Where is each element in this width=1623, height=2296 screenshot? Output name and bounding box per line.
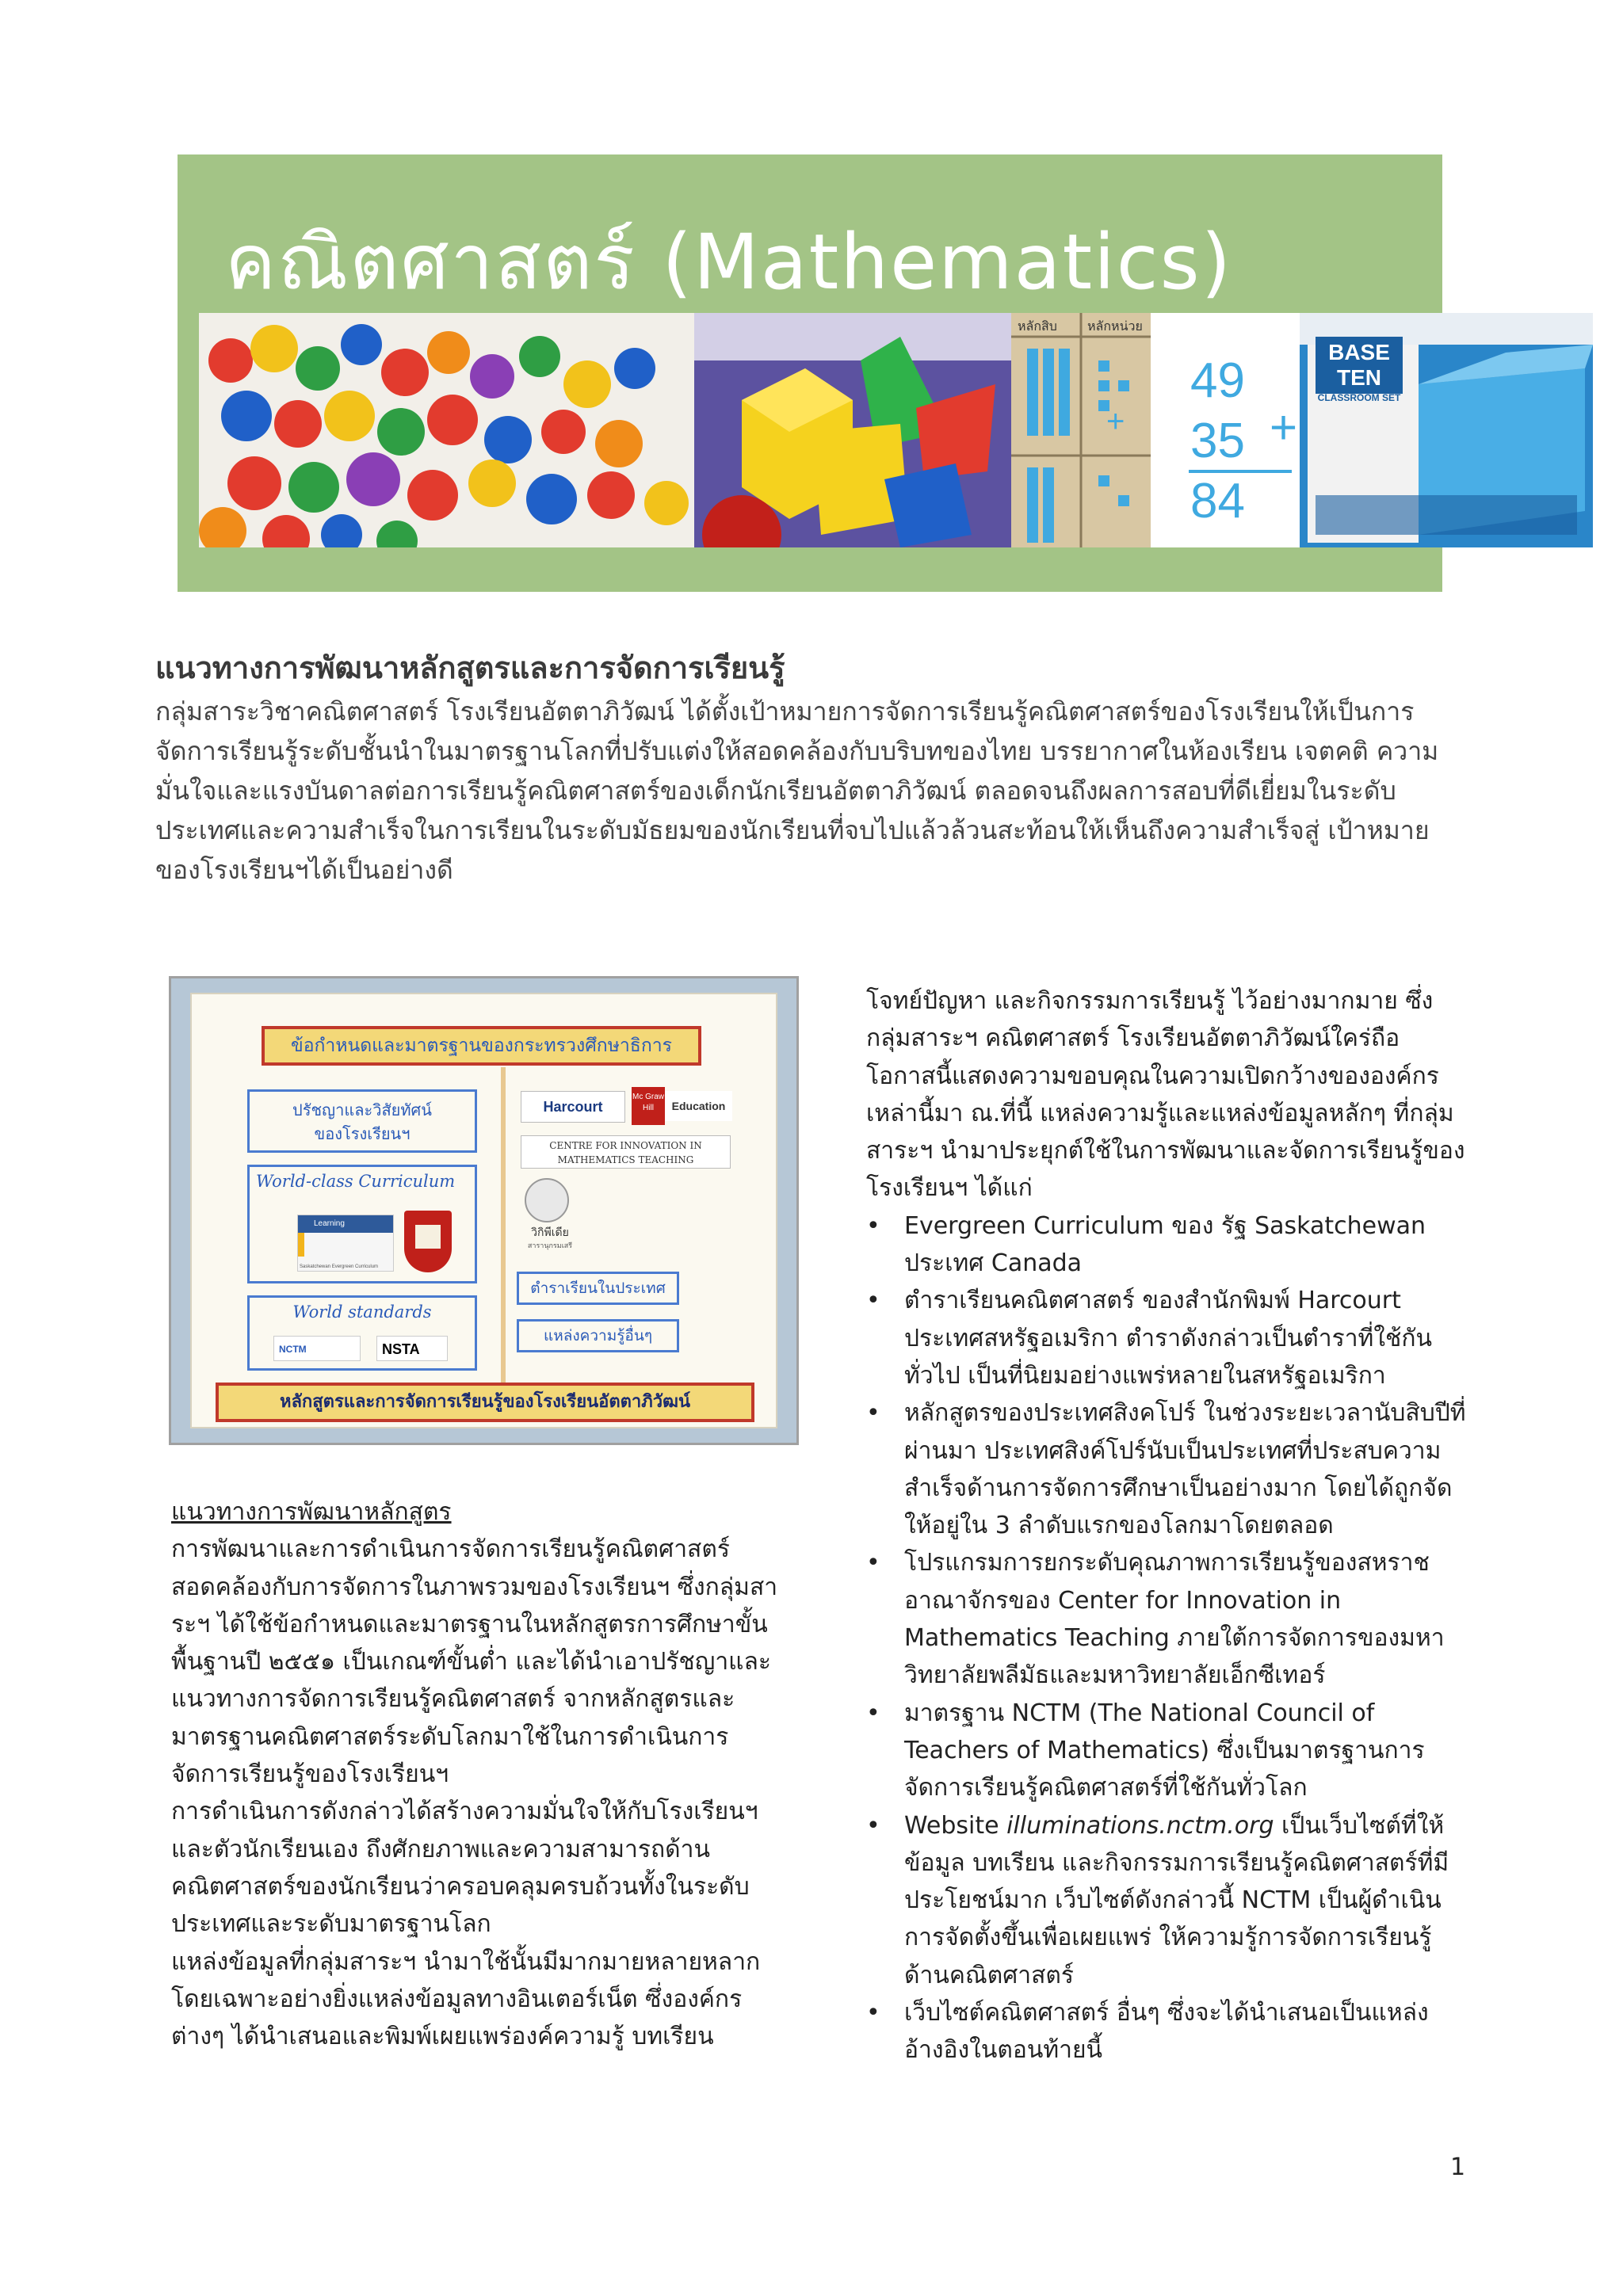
wikipedia-label: วิกิพีเดีย: [531, 1226, 569, 1239]
website-link[interactable]: illuminations.nctm.org: [1006, 1811, 1274, 1840]
ones-label: หลักหน่วย: [1087, 318, 1143, 334]
thumb-strip: [298, 1233, 304, 1257]
domestic-textbooks-box: ตำราเรียนในประเทศ: [517, 1272, 679, 1305]
evergreen-thumbnail: [297, 1215, 394, 1272]
list-item: • ตำราเรียนคณิตศาสตร์ ของสำนักพิมพ์ Harcourt ประเทศสหรัฐอเมริกา ตำราดังกล่าวเป็นตำราที่ใช้กันทั่วไป เป็นที่นิยมอย่างแพร่หลายในสหรัฐอเมริกา: [866, 1282, 1468, 1394]
box-subtitle: CLASSROOM SET: [1317, 392, 1401, 403]
list-item: [866, 1807, 1468, 1994]
addition-numbers-photo: [1151, 313, 1300, 547]
saskatchewan-label: Saskatchewan Evergreen Curriculum: [300, 1264, 379, 1269]
world-standards-label: World standards: [292, 1302, 432, 1322]
addend-1: 49: [1190, 353, 1245, 408]
harcourt-logo: Harcourt: [521, 1091, 625, 1123]
crest-building: [415, 1225, 441, 1249]
website-prefix: Website: [904, 1811, 1007, 1840]
curriculum-diagram: [169, 976, 799, 1445]
website-description: เป็นเว็บไซต์ที่ให้ข้อมูล บทเรียน และกิจกรรมการเรียนรู้คณิตศาสตร์ที่มีประโยชน์มาก เว็บไซต์ดังกล่าวนี้ NCTM เป็นผู้ดำเนินการจัดตั้งขึ้นเพื่อเผยแพร่ ให้ความรู้การจัดการเรียนรู้ด้านคณิตศาสตร์: [904, 1811, 1449, 1989]
svg-text:+: +: [1106, 404, 1125, 439]
tens-label: หลักสิบ: [1018, 318, 1057, 334]
sum: 84: [1190, 474, 1245, 528]
list-item: • เว็บไซต์คณิตศาสตร์ อื่นๆ ซึ่งจะได้นำเสนอเป็นแหล่งอ้างอิงในตอนท้ายนี้: [866, 1994, 1468, 2069]
right-intro-paragraph: โจทย์ปัญหา และกิจกรรมการเรียนรู้ ไว้อย่างมากมาย ซึ่งกลุ่มสาระฯ คณิตศาสตร์ โรงเรียนอัตตาภิวัฒน์ใคร่ถือโอกาสนี้แสดงความขอบคุณในความเปิดกว้างขององค์กรเหล่านี้มา ณ.ที่นี้ แหล่งความรู้และแหล่งข้อมูลหลักๆ ที่กลุ่มสาระฯ นำมาประยุกต์ใช้ในการพัฒนาและจัดการเรียนรู้ของโรงเรียนฯ ได้แก่: [866, 987, 1465, 1203]
education-label: Education: [665, 1091, 732, 1121]
base-ten-classroom-set-photo: [1300, 313, 1593, 547]
base-ten-blocks-photo: [1011, 313, 1151, 547]
world-standards-box: [247, 1295, 477, 1371]
world-class-label: World-class Curriculum: [256, 1172, 456, 1191]
school-curriculum-box: หลักสูตรและการจัดการเรียนรู้ของโรงเรียนอัตตาภิวัฒน์: [216, 1383, 754, 1422]
intro-paragraph: กลุ่มสาระวิชาคณิตศาสตร์ โรงเรียนอัตตาภิวัฒน์ ได้ตั้งเป้าหมายการจัดการเรียนรู้คณิตศาสตร์ของโรงเรียนให้เป็นการจัดการเรียนรู้ระดับชั้นนำในมาตรฐานโลกที่ปรับแต่งให้สอดคล้องกับบริบทของไทย บรรยากาศในห้องเรียน เจตคติ ความมั่นใจและแรงบันดาลต่อการเรียนรู้คณิตศาสตร์ของเด็กนักเรียนอัตตาภิวัฒน์ ตลอดจนถึงผลการสอบที่ดีเยี่ยมในระดับประเทศและความสำเร็จในการเรียนในระดับมัธยมของนักเรียนที่จบไปแล้วล้วนสะท้อนให้เห็นถึงความสำเร็จสู่ เป้าหมายของโรงเรียนฯได้เป็นอย่างดี: [155, 696, 1439, 885]
list-item: • โปรแกรมการยกระดับคุณภาพการเรียนรู้ของสหราชอาณาจักรของ Center for Innovation in Mathematics Teaching ภายใต้การจัดการของมหาวิทยาลัยพลีมัธและมหาวิทยาลัยเอ็กซีเทอร์: [866, 1544, 1468, 1694]
plus-sign: +: [1270, 401, 1298, 454]
world-class-box: [247, 1165, 477, 1283]
ministry-standards-box: ข้อกำหนดและมาตรฐานของกระทรวงศึกษาธิการ: [262, 1026, 701, 1066]
section-heading: แนวทางการพัฒนาหลักสูตรและการจัดการเรียนรู้: [155, 650, 785, 685]
geometric-solids-photo: [694, 313, 1011, 547]
sum-line: [1189, 470, 1292, 473]
page-title: คณิตศาสตร์ (Mathematics): [225, 218, 1233, 307]
left-paragraph-1: การพัฒนาและการดำเนินการจัดการเรียนรู้คณิตศาสตร์สอดคล้องกับการจัดการในภาพรวมของโรงเรียนฯ ซึ่งกลุ่มสาระฯ ได้ใช้ข้อกำหนดและมาตรฐานในหลักสูตรการศึกษาขั้นพื้นฐานปี ๒๕๕๑ เป็นเกณฑ์ขั้นต่ำ และได้นำเอาปรัชญาและแนวทางการจัดการเรียนรู้คณิตศาสตร์ จากหลักสูตรและมาตรฐานคณิตศาสตร์ระดับโลกมาใช้ในการดำเนินการจัดการเรียนรู้ของโรงเรียนฯ: [171, 1535, 778, 1789]
left-column: [171, 1493, 791, 2055]
right-column: [866, 982, 1468, 2069]
nsta-logo: NSTA: [376, 1336, 448, 1361]
philosophy-box: ปรัชญาและวิสัยทัศน์ ของโรงเรียนฯ: [247, 1089, 477, 1153]
other-sources-box: แหล่งความรู้อื่นๆ: [517, 1319, 679, 1352]
left-paragraph-2: การดำเนินการดังกล่าวได้สร้างความมั่นใจให้กับโรงเรียนฯ และตัวนักเรียนเอง ถึงศักยภาพและความสามารถด้านคณิตศาสตร์ของนักเรียนว่าครอบคลุมครบถ้วนทั้งในระดับประเทศและระดับมาตรฐานโลก: [171, 1798, 758, 1939]
wikipedia-sublabel: สารานุกรมเสรี: [527, 1242, 573, 1250]
nctm-logo: NCTM: [273, 1336, 361, 1361]
counting-bears-photo: [199, 313, 694, 547]
box-title: BASE TEN: [1316, 337, 1403, 394]
addend-2: 35: [1190, 414, 1245, 468]
list-item: • มาตรฐาน NCTM (The National Council of Teachers of Mathematics) ซึ่งเป็นมาตรฐานการจัดการเรียนรู้คณิตศาสตร์ที่ใช้กันทั่วโลก: [866, 1695, 1468, 1807]
diagram-board: [190, 993, 777, 1428]
page-number: 1: [1450, 2153, 1466, 2181]
wikipedia-globe-icon: [525, 1178, 569, 1222]
school-crest-icon: [404, 1211, 452, 1272]
header-banner: [178, 154, 1442, 592]
curriculum-subheading: แนวทางการพัฒนาหลักสูตร: [171, 1498, 452, 1526]
source-list: [866, 1207, 1468, 2069]
flow-arrow-shaft: [501, 1067, 506, 1400]
cimt-logo: CENTRE FOR INNOVATION IN MATHEMATICS TEACHING: [521, 1135, 731, 1169]
left-paragraph-3: แหล่งข้อมูลที่กลุ่มสาระฯ นำมาใช้นั้นมีมากมายหลายหลากโดยเฉพาะอย่างยิ่งแหล่งข้อมูลทางอินเตอร์เน็ต ซึ่งองค์กรต่างๆ ได้นำเสนอและพิมพ์เผยแพร่องค์ความรู้ บทเรียน: [171, 1947, 761, 2051]
list-item: • Evergreen Curriculum ของ รัฐ Saskatchewan ประเทศ Canada: [866, 1207, 1468, 1283]
list-item: • หลักสูตรของประเทศสิงคโปร์ ในช่วงระยะเวลานับสิบปีที่ผ่านมา ประเทศสิงค์โปร์นับเป็นประเทศที่ประสบความสำเร็จด้านการจัดการศึกษาเป็นอย่างมาก โดยได้ถูกจัดให้อยู่ใน 3 ลำดับแรกของโลกมาโดยตลอด: [866, 1394, 1468, 1544]
learning-label: Learning: [298, 1215, 393, 1233]
mcgraw-hill-logo: Mc Graw Hill: [632, 1087, 665, 1125]
